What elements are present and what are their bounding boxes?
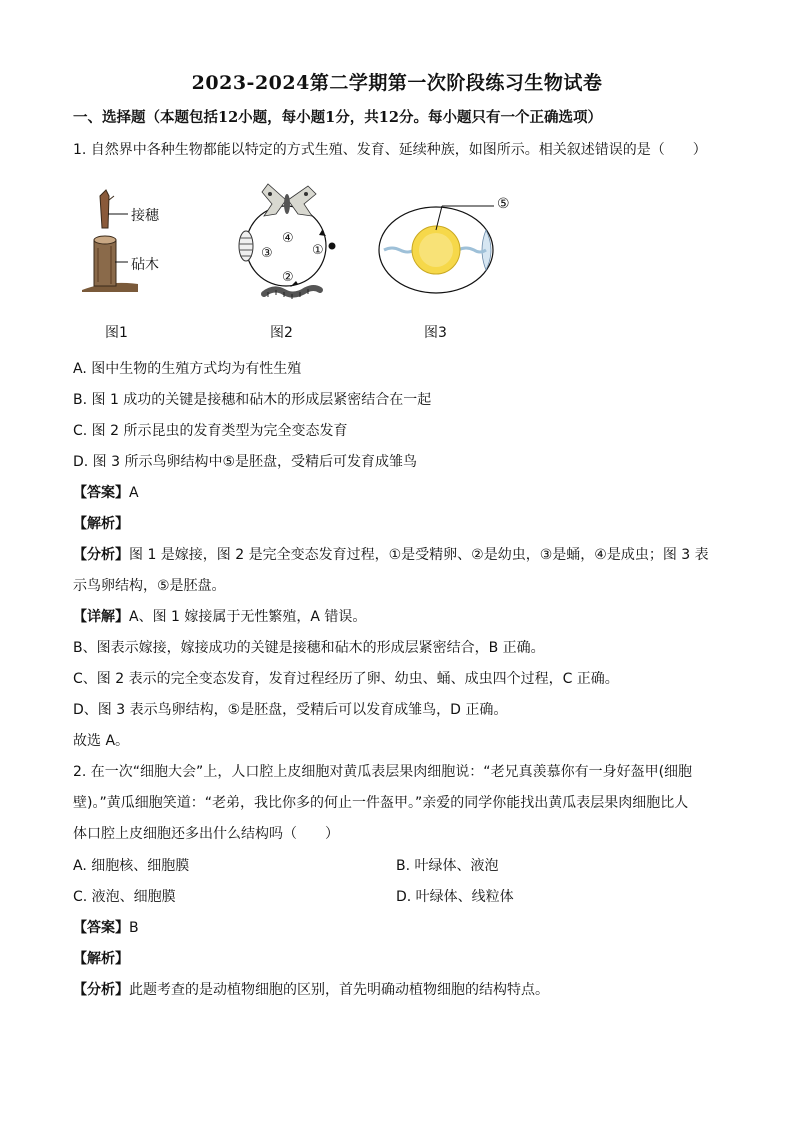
fenxi-text: 此题考查的是动植物细胞的区别，首先明确动植物细胞的结构特点。: [129, 982, 549, 998]
question-2-stem-line-1: 2. 在一次“细胞大会”上，人口腔上皮细胞对黄瓜表层果肉细胞说：“老兄真羡慕你有一身好盔甲(细胞: [73, 764, 693, 780]
q1-fenxi-line-2: 示鸟卵结构，⑤是胚盘。: [73, 578, 226, 594]
q2-option-c: C. 液泡、细胞膜: [73, 889, 176, 905]
section-heading: 一、选择题（本题包括12小题，每小题1分，共12分。每小题只有一个正确选项）: [73, 109, 602, 126]
q1-option-d: D. 图 3 所示鸟卵结构中⑤是胚盘，受精后可发育成雏鸟: [73, 454, 418, 470]
q2-answer: [73, 918, 139, 938]
xiangjie-text: A、图 1 嫁接属于无性繁殖，A 错误。: [129, 609, 367, 625]
q1-xiangjie-line-2: B、图表示嫁接，嫁接成功的关键是接穗和砧木的形成层紧密结合，B 正确。: [73, 640, 545, 656]
q1-analysis-tag: 【解析】: [73, 516, 129, 532]
q1-xiangjie-line-4: D、图 3 表示鸟卵结构，⑤是胚盘，受精后可以发育成雏鸟，D 正确。: [73, 702, 508, 718]
page-title: 2023-2024第二学期第一次阶段练习生物试卷: [191, 72, 603, 94]
q2-option-b: B. 叶绿体、液泡: [396, 858, 499, 874]
answer-value: A: [129, 485, 139, 501]
label-pupa-3: ③: [261, 246, 273, 261]
label-scion: 接穗: [131, 208, 159, 224]
question-2-stem-line-2: 壁)。”黄瓜细胞笑道：“老弟，我比你多的何止一件盔甲。”亲爱的同学你能找出黄瓜表层果肉细胞比人: [73, 795, 689, 811]
q2-analysis-tag: 【解析】: [73, 951, 129, 967]
question-1-stem: 1. 自然界中各种生物都能以特定的方式生殖、发育、延续种族，如图所示。相关叙述错误的是（ ）: [73, 142, 707, 158]
figure-2-caption: 图2: [270, 325, 293, 341]
fenxi-tag: 【分析】: [73, 982, 129, 998]
q1-option-a: A. 图中生物的生殖方式均为有性生殖: [73, 361, 302, 377]
q1-option-c: C. 图 2 所示昆虫的发育类型为完全变态发育: [73, 423, 348, 439]
xiangjie-tag: 【详解】: [73, 609, 129, 625]
label-adult-4: ④: [282, 231, 294, 246]
figure-1-caption: 图1: [105, 325, 128, 341]
answer-value: B: [129, 920, 139, 936]
q1-option-b: B. 图 1 成功的关键是接穗和砧木的形成层紧密结合在一起: [73, 392, 432, 408]
figure-3-caption: 图3: [424, 325, 447, 341]
label-germinal-disc-5: ⑤: [497, 196, 510, 212]
fenxi-text: 图 1 是嫁接，图 2 是完全变态发育过程，①是受精卵、②是幼虫，③是蛹，④是成虫；图 3 表: [129, 547, 709, 563]
q1-fenxi-line-1: [73, 545, 709, 565]
label-larva-2: ②: [282, 270, 294, 285]
answer-tag: 【答案】: [73, 920, 129, 936]
answer-tag: 【答案】: [73, 485, 129, 501]
fenxi-tag: 【分析】: [73, 547, 129, 563]
q1-xiangjie-line-1: [73, 607, 366, 627]
q1-answer: [73, 483, 139, 503]
q2-option-a: A. 细胞核、细胞膜: [73, 858, 190, 874]
q1-xiangjie-line-3: C、图 2 表示的完全变态发育，发育过程经历了卵、幼虫、蛹、成虫四个过程，C 正确。: [73, 671, 619, 687]
label-rootstock: 砧木: [131, 257, 159, 273]
figure-1-grafting: [78, 188, 178, 298]
q2-fenxi-line-1: [73, 980, 549, 1000]
question-2-stem-line-3: 体口腔上皮细胞还多出什么结构吗（ ）: [73, 826, 339, 842]
q2-option-d: D. 叶绿体、线粒体: [396, 889, 514, 905]
label-egg-1: ①: [312, 243, 324, 258]
q1-conclusion: 故选 A。: [73, 733, 130, 749]
